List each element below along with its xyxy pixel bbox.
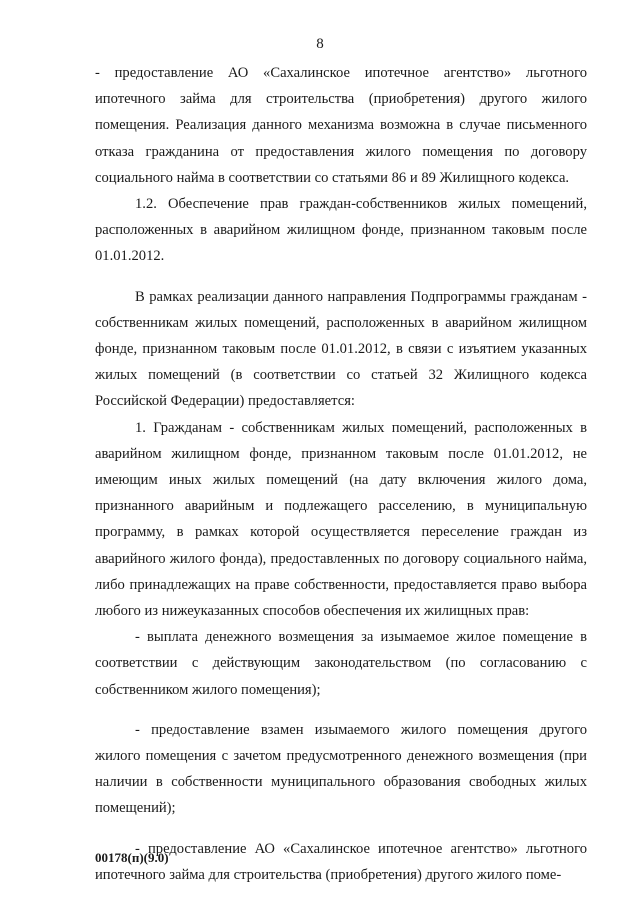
paragraph-item-1: 1. Гражданам - собственникам жилых помещений, расположенных в аварийном жилищном фонде, признанном таковым после 01.01.2012, не имеющим иных жилых помещений (на дату включения жилого дома, признанного аварийным и подлежащего расселению, в муниципальную программу, в рамках которой осуществляется переселение граждан из аварийного жилого фонда), предоставленных по договору социального найма, либо принадлежащих на праве собственности, предоставляется право выбора любого из нижеуказанных способов обеспечения их жилищных прав: (95, 419, 587, 620)
paragraph-section-1-2-heading: 1.2. Обеспечение прав граждан-собственников жилых помещений, расположенных в аварийном жилищном фонде, признанном таковым после 01.01.2012. (95, 196, 587, 265)
paragraph-bullet-replacement-housing: - предоставление взамен изымаемого жилого помещения другого жилого помещения с зачетом предусмотренного денежного возмещения (при наличии в собственности муниципального образования свободных жилых помещений); (95, 721, 587, 817)
document-code-footer: 00178(п)(9.0) (95, 850, 169, 865)
paragraph-mortgage-loan-continued: - предоставление АО «Сахалинское ипотечное агентство» льготного ипотечного займа для строительства (приобретения) другого жилого помещения. Реализация данного механизма возможна в случае письменного отказа гражданина от предоставления жилого помещения по договору социального найма в соответствии со статьями 86 и 89 Жилищного кодекса. (95, 65, 587, 186)
document-body (95, 60, 587, 888)
paragraph-section-intro: В рамках реализации данного направления Подпрограммы гражданам - собственникам жилых помещений, расположенных в аварийном жилищном фонде, признанном таковым после 01.01.2012, в связи с изъятием указанных жилых помещений (в соответствии со статьей 32 Жилищного кодекса Российской Федерации) предоставляется: (95, 288, 587, 410)
page-number: 8 (316, 36, 324, 52)
paragraph-bullet-compensation: - выплата денежного возмещения за изымаемое жилое помещение в соответствии с действующим законодательством (по согласованию с собственником жилого помещения); (95, 629, 587, 698)
paragraph-bullet-mortgage-loan: - предоставление АО «Сахалинское ипотечное агентство» льготного ипотечного займа для строительства (приобретения) другого жилого поме- (95, 840, 587, 883)
